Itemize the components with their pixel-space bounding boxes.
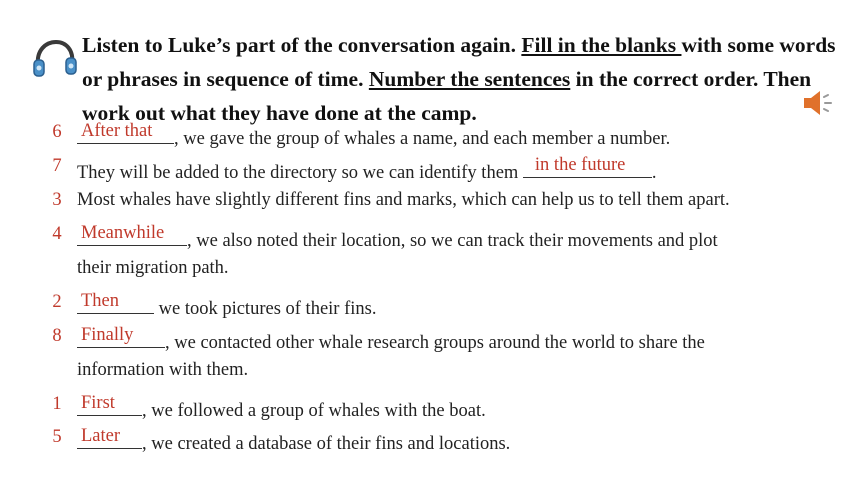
sentence-text: , we also noted their location, so we can track their movements and plot — [187, 231, 718, 251]
instructions: Listen to Luke’s part of the conversation again. Fill in the blanks with some words or phrases in sequence of time. Number the sentences in the correct order. Then work out what they have done at the camp. — [82, 33, 836, 125]
order-number: 6 — [52, 122, 62, 142]
answer-text: in the future — [534, 155, 626, 175]
order-number: 1 — [52, 394, 62, 414]
sentence-text: , we gave the group of whales a name, and each member a number. — [174, 129, 671, 149]
answer-blank[interactable] — [77, 394, 142, 416]
headphones-icon[interactable] — [30, 38, 78, 80]
answer-text: Then — [81, 291, 120, 311]
order-number: 5 — [52, 427, 62, 447]
order-number: 4 — [52, 224, 62, 244]
answer-blank[interactable] — [77, 292, 154, 314]
answer-text: Meanwhile — [81, 223, 165, 243]
speaker-icon[interactable] — [803, 88, 837, 118]
answer-blank[interactable] — [77, 427, 142, 449]
order-number: 8 — [52, 326, 62, 346]
order-number: 3 — [52, 190, 62, 210]
sentence-text: , we contacted other whale research groups around the world to share the — [165, 333, 705, 353]
order-number: 2 — [52, 292, 62, 312]
answer-text: First — [81, 393, 115, 413]
order-number: 7 — [52, 156, 62, 176]
answer-blank[interactable] — [77, 326, 165, 348]
answer-blank[interactable] — [523, 156, 652, 178]
answer-blank[interactable] — [77, 122, 174, 144]
sentence-text: , we created a database of their fins and locations. — [142, 434, 511, 454]
answer-blank[interactable] — [77, 224, 187, 246]
sentence-text: information with them. — [77, 360, 249, 380]
answer-text: After that — [81, 121, 153, 141]
answer-text: Later — [81, 426, 121, 446]
sentence-text: Most whales have slightly different fins and marks, which can help us to tell them apart. — [77, 190, 730, 210]
sentence-text: They will be added to the directory so we can identify them — [77, 163, 523, 183]
answer-text: Finally — [81, 325, 134, 345]
sentence-text: we took pictures of their fins. — [154, 299, 377, 319]
sentence-text: their migration path. — [77, 258, 229, 278]
sentence-text: , we followed a group of whales with the boat. — [142, 401, 486, 421]
sentence-text: . — [651, 163, 657, 183]
